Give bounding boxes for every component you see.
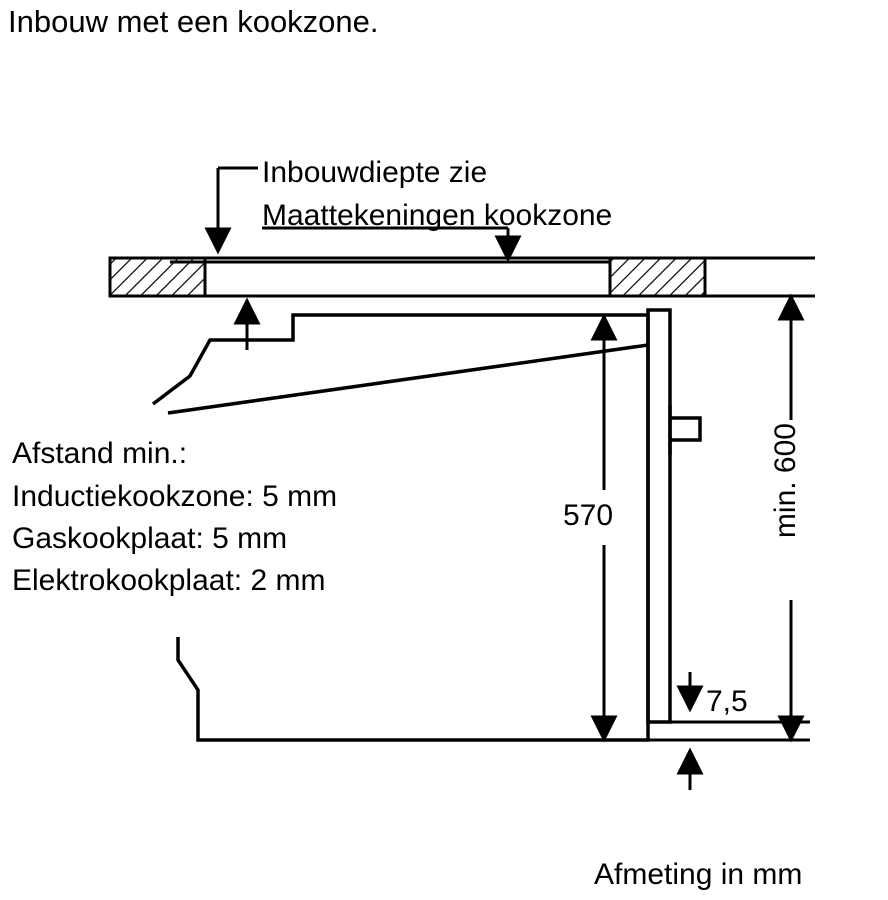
dimension-label-min-600: min. 600 — [769, 423, 802, 539]
cooktop-body — [170, 262, 610, 296]
clearance-note-electric: Elektrokookplaat: 2 mm — [12, 564, 326, 597]
callout-depth-line-2: Maattekeningen kookzone — [262, 199, 613, 232]
dimension-label-7-5: 7,5 — [706, 685, 748, 718]
oven-door-panel — [648, 310, 700, 722]
dimension-label-570: 570 — [563, 499, 614, 532]
footer-unit-note: Afmeting in mm — [594, 858, 803, 891]
callout-depth-line-1: Inbouwdiepte zie — [262, 156, 488, 189]
page-title: Inbouw met een kookzone. — [8, 4, 379, 39]
clearance-note-gas: Gaskookplaat: 5 mm — [12, 522, 288, 555]
clearance-note-heading: Afstand min.: — [12, 437, 188, 470]
clearance-note-induction: Inductiekookzone: 5 mm — [12, 480, 338, 513]
